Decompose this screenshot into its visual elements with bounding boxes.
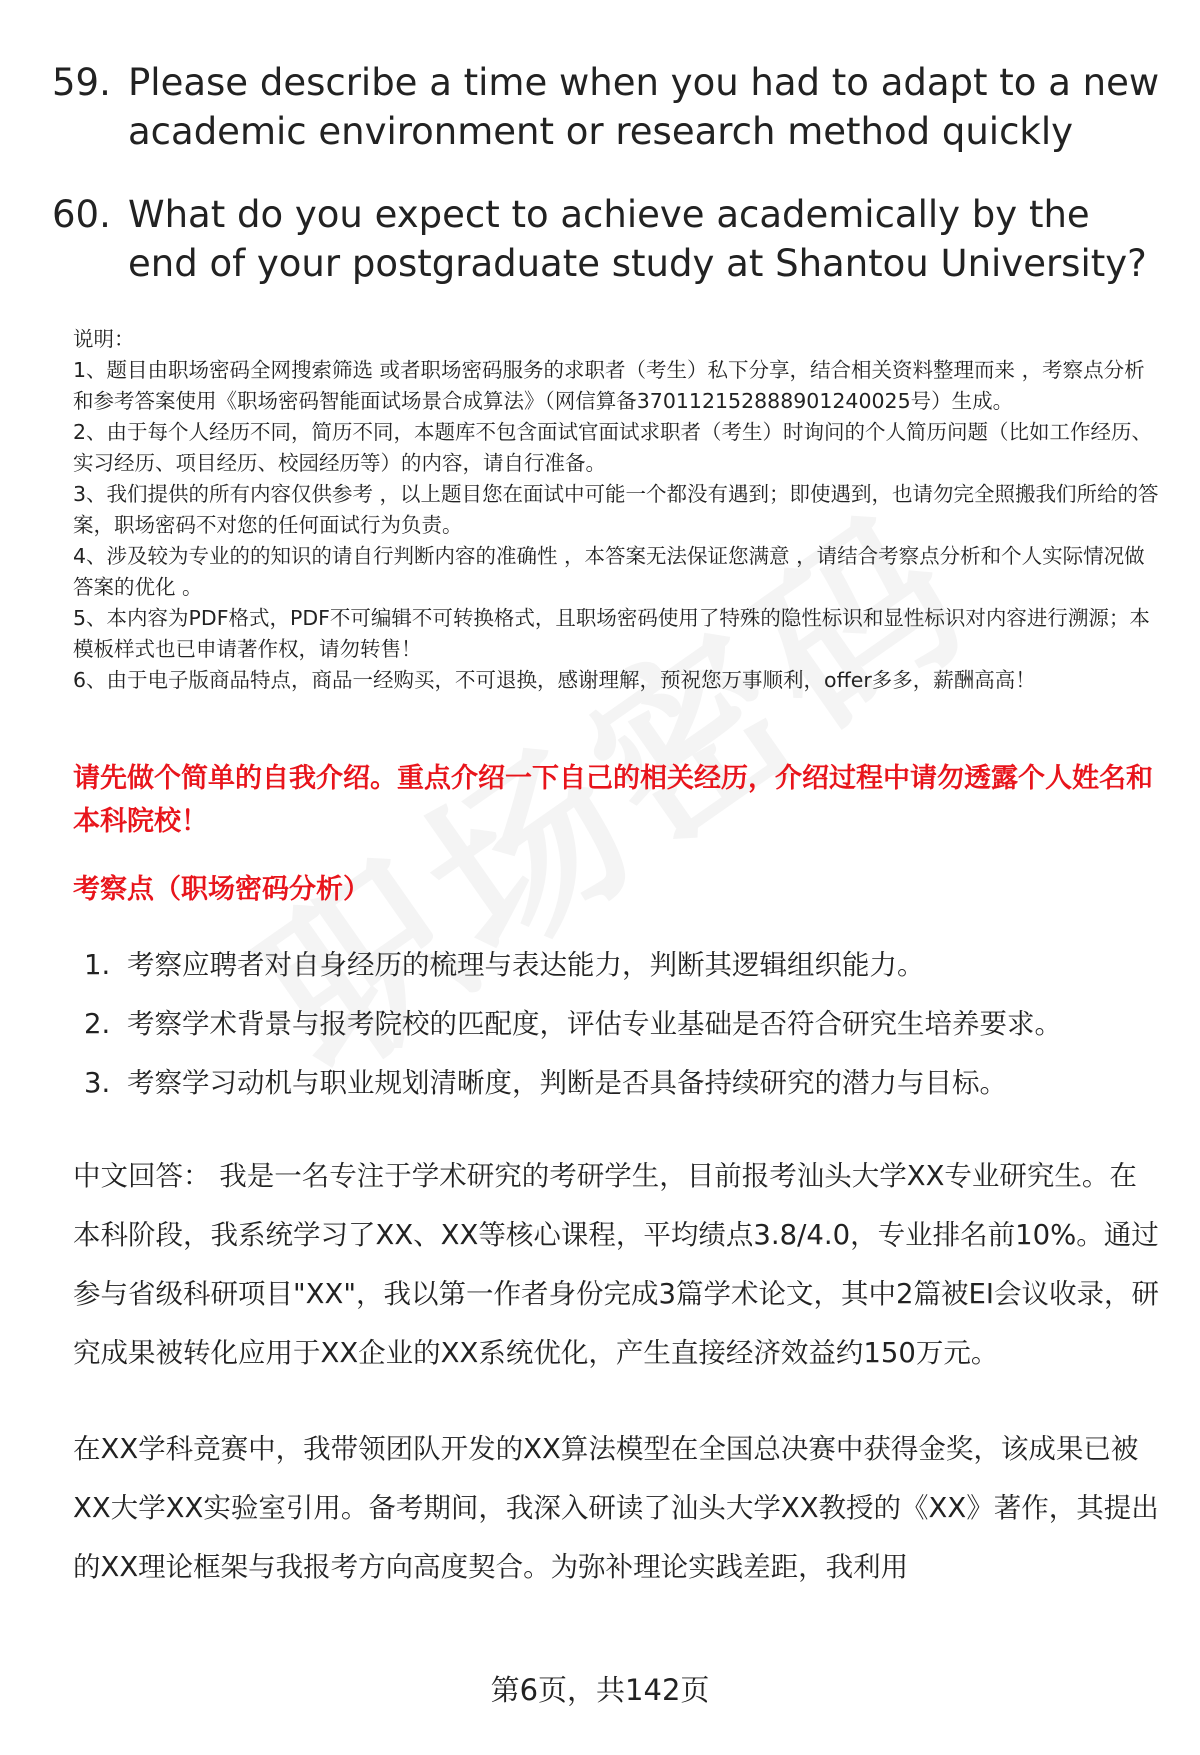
answer-paragraph: 中文回答： 我是一名专注于学术研究的考研学生，目前报考汕头大学XX专业研究生。在本科阶段，我系统学习了XX、XX等核心课程，平均绩点3.8/4.0，专业排名前10%。通过参与省级科研项目"XX"，我以第一作者身份完成3篇学术论文，其中2篇被EI会议收录，研究成果被转化应用于XX企业的XX系统优化，产生直接经济效益约150万元。 (73, 1160, 1159, 1369)
notes-section (73, 324, 1163, 696)
answer-section (73, 1147, 1163, 1634)
point-text: 考察学习动机与职业规划清晰度，判断是否具备持续研究的潜力与目标。 (127, 1067, 1007, 1099)
question-text: What do you expect to achieve academically by the end of your postgraduate study at Shantou University? (128, 193, 1147, 285)
analysis-point (84, 1004, 1164, 1044)
question-item (52, 190, 1162, 288)
point-number: 2. (84, 1008, 111, 1040)
point-number: 3. (84, 1067, 111, 1099)
note-item: 2、由于每个人经历不同，简历不同，本题库不包含面试官面试求职者（考生）时询问的个人简历问题（比如工作经历、实习经历、项目经历、校园经历等）的内容，请自行准备。 (73, 420, 1153, 475)
analysis-point (84, 1063, 1164, 1103)
note-item: 4、涉及较为专业的的知识的请自行判断内容的准确性 ，本答案无法保证您满意 ，请结合考察点分析和个人实际情况做答案的优化 。 (73, 544, 1145, 599)
point-number: 1. (84, 949, 111, 981)
note-item: 1、题目由职场密码全网搜索筛选 或者职场密码服务的求职者（考生）私下分享，结合相关资料整理而来 ，考察点分析和参考答案使用《职场密码智能面试场景合成算法》（网信算备370112152888901240025号）生成。 (73, 358, 1145, 413)
question-number: 60. (52, 193, 111, 236)
note-item: 6、由于电子版商品特点，商品一经购买，不可退换，感谢理解，预祝您万事顺利，offer多多，薪酬高高！ (73, 668, 1036, 692)
note-item: 5、本内容为PDF格式，PDF不可编辑不可转换格式，且职场密码使用了特殊的隐性标识和显性标识对内容进行溯源；本模板样式也已申请著作权，请勿转售！ (73, 606, 1150, 661)
page-footer: 第6页，共142页 (490, 1673, 710, 1707)
question-item (52, 58, 1162, 156)
analysis-heading: 考察点（职场密码分析） (73, 874, 370, 905)
interview-question-heading: 请先做个简单的自我介绍。重点介绍一下自己的相关经历，介绍过程中请勿透露个人姓名和本科院校！ (73, 763, 1153, 837)
analysis-points (84, 945, 1164, 1122)
notes-title: 说明： (73, 327, 135, 351)
question-text: Please describe a time when you had to adapt to a new academic environment or research method quickly (128, 61, 1160, 153)
answer-paragraph: 在XX学科竞赛中，我带领团队开发的XX算法模型在全国总决赛中获得金奖，该成果已被XX大学XX实验室引用。备考期间，我深入研读了汕头大学XX教授的《XX》著作，其提出的XX理论框架与我报考方向高度契合。为弥补理论实践差距，我利用 (73, 1433, 1159, 1583)
point-text: 考察应聘者对自身经历的梳理与表达能力，判断其逻辑组织能力。 (127, 949, 925, 981)
point-text: 考察学术背景与报考院校的匹配度，评估专业基础是否符合研究生培养要求。 (127, 1008, 1062, 1040)
note-item: 3、我们提供的所有内容仅供参考 ，以上题目您在面试中可能一个都没有遇到；即使遇到，也请勿完全照搬我们所给的答案，职场密码不对您的任何面试行为负责。 (73, 482, 1159, 537)
analysis-point (84, 945, 1164, 985)
question-number: 59. (52, 61, 111, 104)
question-list (52, 58, 1162, 322)
